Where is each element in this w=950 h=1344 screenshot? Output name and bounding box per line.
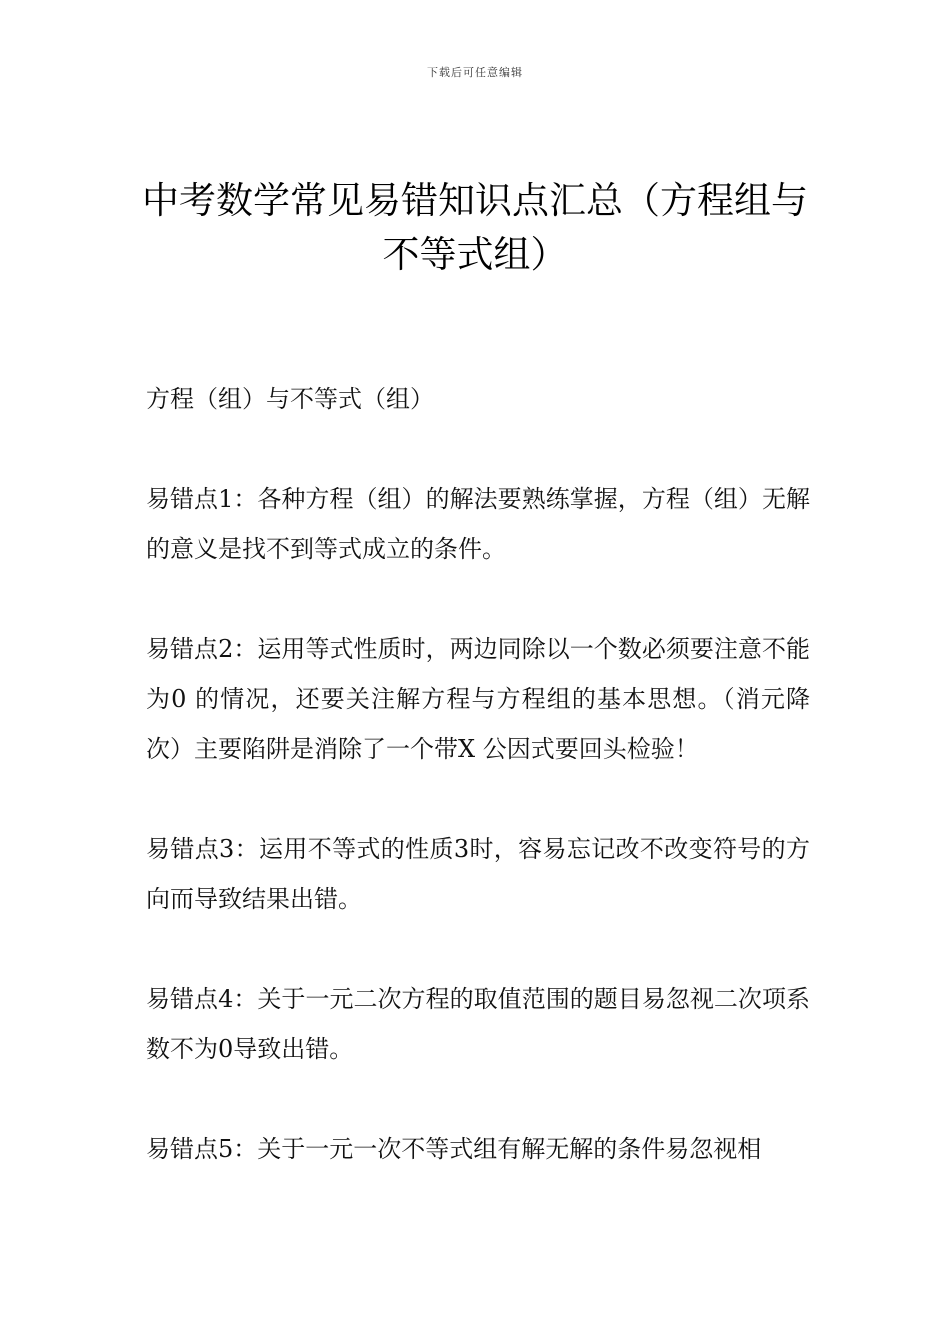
document-body — [146, 374, 810, 1224]
error-point-3: 易错点3：运用不等式的性质3时，容易忘记改不改变符号的方向而导致结果出错。 — [146, 835, 810, 913]
error-point-5: 易错点5：关于一元一次不等式组有解无解的条件易忽视相 — [146, 1135, 762, 1163]
error-point-4: 易错点4：关于一元二次方程的取值范围的题目易忽视二次项系数不为0导致出错。 — [146, 985, 810, 1063]
document-title: 中考数学常见易错知识点汇总（方程组与不等式组） — [142, 179, 808, 276]
header-note: 下载后可任意编辑 — [427, 66, 523, 79]
error-point-2: 易错点2：运用等式性质时，两边同除以一个数必须要注意不能为0 的情况，还要关注解方程与方程组的基本思想。（消元降次）主要陷阱是消除了一个带X 公因式要回头检验！ — [146, 635, 810, 763]
section-heading: 方程（组）与不等式（组） — [146, 385, 434, 413]
error-point-1: 易错点1：各种方程（组）的解法要熟练掌握，方程（组）无解的意义是找不到等式成立的条件。 — [146, 485, 810, 563]
